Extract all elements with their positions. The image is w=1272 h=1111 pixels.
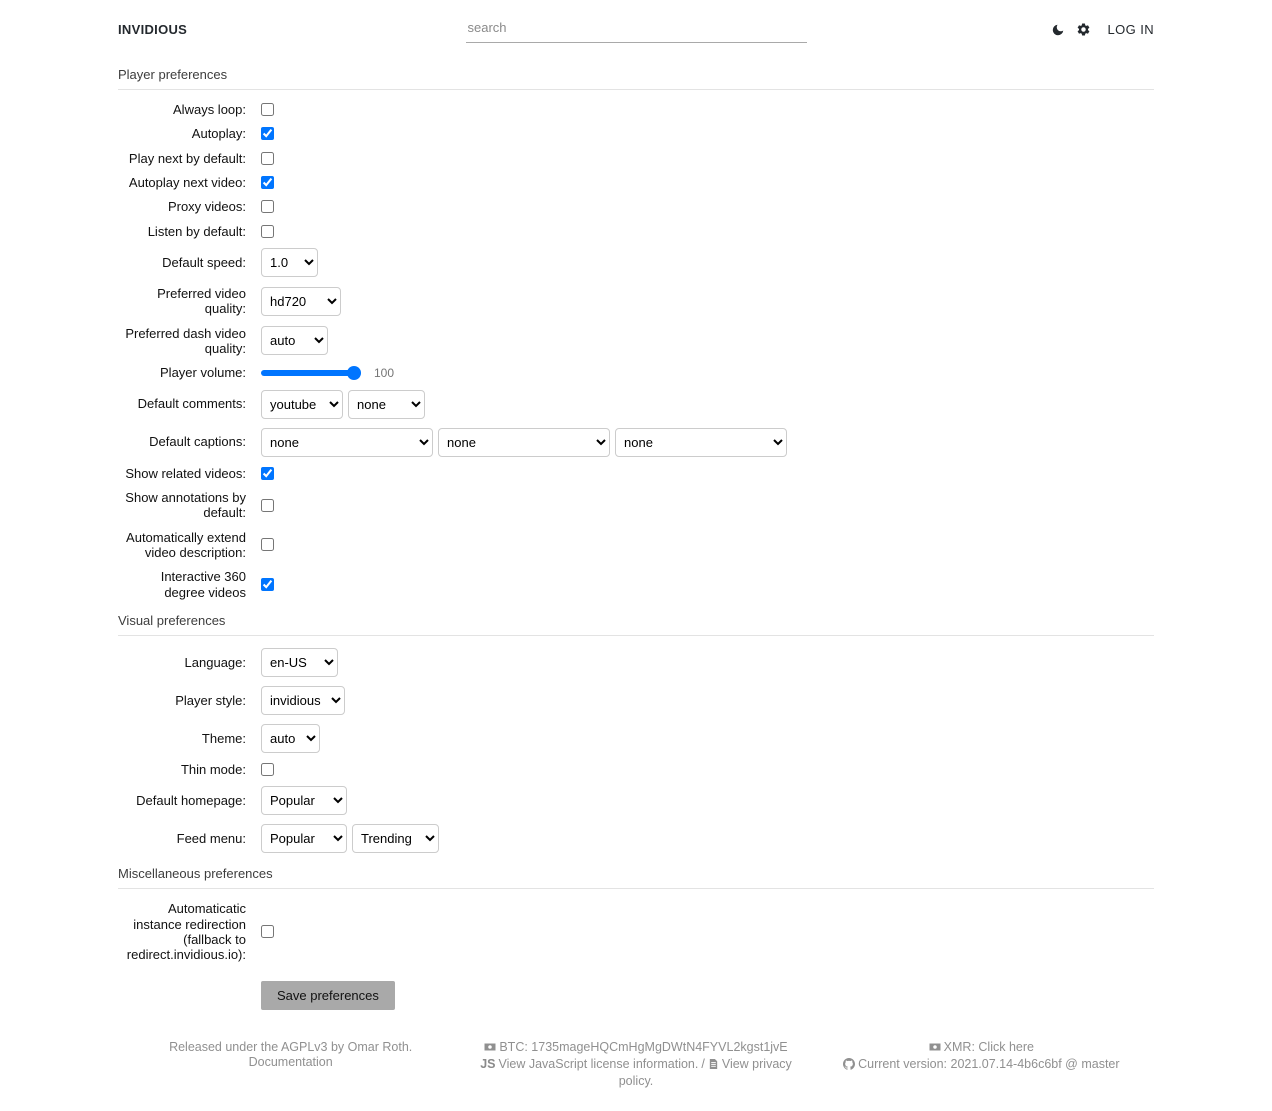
instance-redirect-checkbox[interactable] bbox=[261, 925, 274, 938]
video-quality-select[interactable] bbox=[261, 287, 341, 316]
vr360-checkbox[interactable] bbox=[261, 578, 274, 591]
javascript-icon: JS bbox=[480, 1056, 496, 1071]
js-license-link[interactable]: View JavaScript license information. bbox=[498, 1056, 699, 1071]
related-videos-checkbox[interactable] bbox=[261, 467, 274, 480]
pref-label: Proxy videos: bbox=[167, 199, 246, 215]
pref-row-instance-redirect bbox=[118, 901, 1154, 962]
pref-row-theme bbox=[118, 724, 1154, 753]
pref-label: Interactive 360 degree videos bbox=[160, 569, 246, 600]
xmr-link[interactable]: XMR: Click here bbox=[943, 1039, 1034, 1054]
play-next-checkbox[interactable] bbox=[261, 152, 274, 165]
autoplay-next-checkbox[interactable] bbox=[261, 176, 274, 189]
pref-label: Default comments: bbox=[137, 396, 246, 412]
volume-value: 100 bbox=[374, 365, 395, 380]
volume-slider[interactable] bbox=[261, 366, 361, 380]
pref-row-autoplay-next bbox=[118, 175, 1154, 190]
pref-row-default-comments bbox=[118, 390, 1154, 419]
pref-row-video-quality bbox=[118, 286, 1154, 317]
pref-row-always-loop bbox=[118, 102, 1154, 117]
file-icon bbox=[708, 1058, 719, 1074]
license-text: Released under the AGPLv3 by Omar Roth. bbox=[169, 1039, 413, 1054]
footer-right bbox=[809, 1040, 1154, 1075]
pref-row-thin-mode bbox=[118, 762, 1154, 777]
brand-link[interactable]: INVIDIOUS bbox=[118, 22, 188, 37]
pref-label: Language: bbox=[184, 654, 246, 670]
pref-label: Preferred dash video quality: bbox=[125, 325, 246, 356]
captions-select-1[interactable] bbox=[261, 428, 433, 457]
section-legend-visual: Visual preferences bbox=[118, 609, 1154, 636]
feed-menu-select-2[interactable] bbox=[352, 824, 439, 853]
pref-label: Default captions: bbox=[149, 434, 246, 450]
preferences-form bbox=[118, 63, 1154, 1010]
pref-label: Default homepage: bbox=[136, 793, 246, 809]
captions-select-3[interactable] bbox=[615, 428, 787, 457]
preferences-button[interactable] bbox=[1076, 22, 1091, 37]
pref-row-language bbox=[118, 648, 1154, 677]
player-style-select[interactable] bbox=[261, 686, 345, 715]
default-speed-select[interactable] bbox=[261, 248, 318, 277]
pref-label: Automaticatic instance redirection (fallback to redirect.invidious.io): bbox=[126, 901, 246, 963]
thin-mode-checkbox[interactable] bbox=[261, 763, 274, 776]
login-link[interactable]: LOG IN bbox=[1107, 22, 1154, 37]
pref-label: Listen by default: bbox=[147, 223, 246, 239]
pref-row-dash-quality bbox=[118, 326, 1154, 357]
section-legend-misc: Miscellaneous preferences bbox=[118, 862, 1154, 889]
footer-separator: / bbox=[701, 1056, 705, 1071]
privacy-policy-link[interactable]: View privacy policy. bbox=[618, 1056, 792, 1089]
pref-row-autoplay bbox=[118, 126, 1154, 141]
language-select[interactable] bbox=[261, 648, 338, 677]
github-icon bbox=[843, 1058, 855, 1074]
pref-label: Autoplay next video: bbox=[128, 174, 246, 190]
page-footer bbox=[118, 1040, 1154, 1111]
pref-label: Default speed: bbox=[162, 254, 246, 270]
pref-row-play-next bbox=[118, 151, 1154, 166]
pref-label: Play next by default: bbox=[128, 150, 246, 166]
pref-label: Automatically extend video description: bbox=[126, 529, 246, 560]
dark-mode-toggle[interactable] bbox=[1051, 23, 1065, 37]
listen-default-checkbox[interactable] bbox=[261, 225, 274, 238]
pref-label: Thin mode: bbox=[180, 761, 246, 777]
pref-label: Autoplay: bbox=[191, 126, 246, 142]
pref-label: Show annotations by default: bbox=[125, 489, 246, 521]
top-navbar bbox=[118, 0, 1154, 49]
pref-row-default-speed bbox=[118, 248, 1154, 277]
search-box bbox=[466, 16, 807, 43]
pref-row-listen-default bbox=[118, 224, 1154, 239]
comments-select-2[interactable] bbox=[348, 390, 425, 419]
always-loop-checkbox[interactable] bbox=[261, 103, 274, 116]
version-text: Current version: 2021.07.14-4b6c6bf @ master bbox=[858, 1056, 1120, 1071]
pref-label: Feed menu: bbox=[176, 831, 246, 847]
btc-address: BTC: 1735mageHQCmHgMgDWtN4FYVL2kgst1jvE bbox=[499, 1039, 788, 1054]
homepage-select[interactable] bbox=[261, 786, 347, 815]
gear-icon bbox=[1076, 22, 1091, 37]
theme-select[interactable] bbox=[261, 724, 320, 753]
moon-icon bbox=[1051, 23, 1065, 37]
pref-label: Player style: bbox=[175, 692, 246, 708]
pref-label: Player volume: bbox=[160, 365, 246, 381]
footer-center bbox=[463, 1040, 808, 1090]
pref-row-extend-description bbox=[118, 530, 1154, 561]
page-container bbox=[118, 0, 1154, 1111]
pref-row-default-captions bbox=[118, 428, 1154, 457]
pref-row-related-videos bbox=[118, 466, 1154, 481]
footer-left bbox=[118, 1040, 463, 1071]
pref-row-feed-menu bbox=[118, 824, 1154, 853]
captions-select-2[interactable] bbox=[438, 428, 610, 457]
extend-description-checkbox[interactable] bbox=[261, 538, 274, 551]
pref-row-player-volume bbox=[118, 365, 1154, 380]
dash-quality-select[interactable] bbox=[261, 326, 328, 355]
feed-menu-select-1[interactable] bbox=[261, 824, 347, 853]
save-preferences-button[interactable]: Save preferences bbox=[261, 981, 395, 1010]
money-icon bbox=[484, 1041, 496, 1057]
save-row bbox=[261, 981, 1154, 1010]
proxy-videos-checkbox[interactable] bbox=[261, 200, 274, 213]
pref-label: Show related videos: bbox=[125, 465, 246, 481]
pref-row-proxy-videos bbox=[118, 199, 1154, 214]
pref-row-player-style bbox=[118, 686, 1154, 715]
documentation-link[interactable]: Documentation bbox=[248, 1054, 333, 1069]
comments-select-1[interactable] bbox=[261, 390, 343, 419]
annotations-checkbox[interactable] bbox=[261, 499, 274, 512]
pref-row-360-videos bbox=[118, 569, 1154, 600]
pref-label: Preferred video quality: bbox=[157, 285, 246, 317]
autoplay-checkbox[interactable] bbox=[261, 127, 274, 140]
pref-row-homepage bbox=[118, 786, 1154, 815]
section-legend-player: Player preferences bbox=[118, 63, 1154, 90]
pref-row-annotations bbox=[118, 490, 1154, 521]
money-icon bbox=[929, 1041, 941, 1057]
pref-label: Always loop: bbox=[173, 102, 246, 117]
search-input[interactable] bbox=[466, 16, 807, 43]
pref-label: Theme: bbox=[201, 730, 246, 746]
